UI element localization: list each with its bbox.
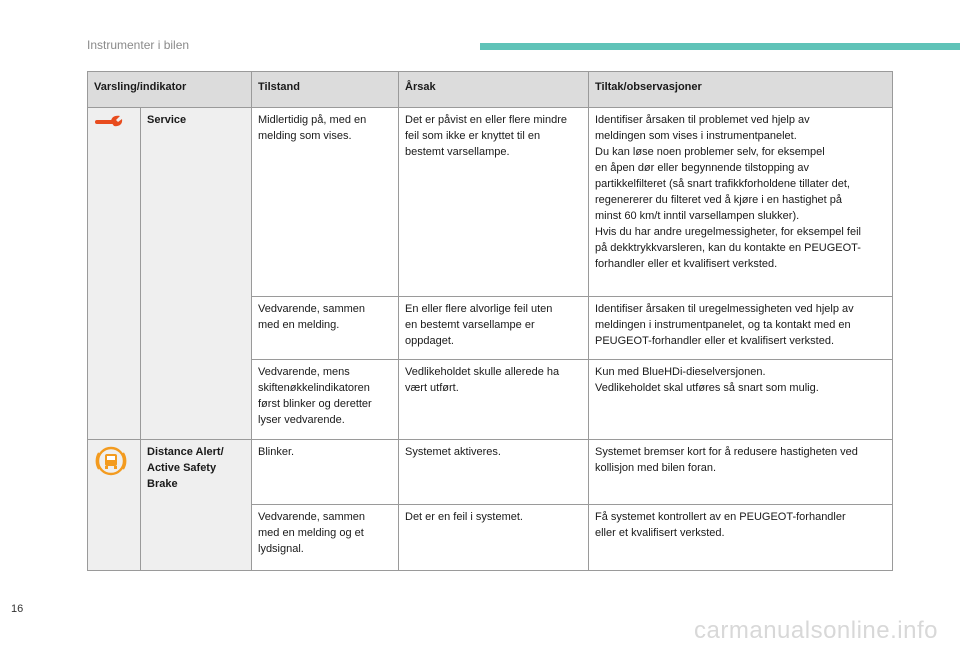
cause-cell: Det er en feil i systemet. xyxy=(399,505,589,571)
action-cell: Få systemet kontrollert av en PEUGEOT-forhandler eller et kvalifisert verksted. xyxy=(589,505,893,571)
warning-table xyxy=(87,71,893,571)
action-cell: Identifiser årsaken til uregelmessigheten ved hjelp av meldingen i instrumentpanelet, og ta kontakt med en PEUGEOT-forhandler eller et kvalifisert verksted. xyxy=(589,297,893,360)
cause-cell: Systemet aktiveres. xyxy=(399,440,589,505)
distance-alert-icon-cell xyxy=(88,440,141,571)
cause-cell: Vedlikeholdet skulle allerede ha vært utført. xyxy=(399,360,589,440)
column-header-indicator: Varsling/indikator xyxy=(88,72,252,108)
column-header-state: Tilstand xyxy=(252,72,399,108)
state-cell: Vedvarende, sammen med en melding. xyxy=(252,297,399,360)
cause-cell: En eller flere alvorlige feil uten en bestemt varsellampe er oppdaget. xyxy=(399,297,589,360)
action-cell: Kun med BlueHDi-dieselversjonen. Vedlikeholdet skal utføres så snart som mulig. xyxy=(589,360,893,440)
indicator-name-service: Service xyxy=(141,108,252,440)
state-cell: Vedvarende, sammen med en melding og et lydsignal. xyxy=(252,505,399,571)
table-row xyxy=(88,108,893,297)
page-header-title: Instrumenter i bilen xyxy=(87,38,190,52)
state-cell: Midlertidig på, med en melding som vises. xyxy=(252,108,399,297)
action-cell: Identifiser årsaken til problemet ved hjelp av meldingen som vises i instrumentpanelet. Du kan løse noen problemer selv, for eksempel en åpen dør eller begynnende tilstopping av partikkelfilteret (så snart trafikkforholdene tillater det, regenererer du filteret ved å kjøre i en hastighet på minst 60 km/t inntil varsellampen slukker). Hvis du har andre uregelmessigheter, for eksempel feil på dekktrykkvarsleren, kan du kontakte en PEUGEOT- forhandler eller et kvalifisert verksted. xyxy=(589,108,893,297)
column-header-action: Tiltak/observasjoner xyxy=(589,72,893,108)
wrench-icon xyxy=(94,112,124,130)
state-cell: Vedvarende, mens skiftenøkkelindikatoren først blinker og deretter lyser vedvarende. xyxy=(252,360,399,440)
page-number: 16 xyxy=(11,603,24,615)
state-cell: Blinker. xyxy=(252,440,399,505)
table-header-row xyxy=(88,72,893,108)
action-cell: Systemet bremser kort for å redusere hastigheten ved kollisjon med bilen foran. xyxy=(589,440,893,505)
active-safety-brake-icon xyxy=(94,444,128,478)
watermark: carmanualsonline.info xyxy=(694,617,938,644)
column-header-cause: Årsak xyxy=(399,72,589,108)
service-icon-cell xyxy=(88,108,141,440)
cause-cell: Det er påvist en eller flere mindre feil som ikke er knyttet til en bestemt varsellampe. xyxy=(399,108,589,297)
table-row xyxy=(88,440,893,505)
indicator-name-distance-alert: Distance Alert/ Active Safety Brake xyxy=(141,440,252,571)
header-accent-bar xyxy=(480,43,960,50)
